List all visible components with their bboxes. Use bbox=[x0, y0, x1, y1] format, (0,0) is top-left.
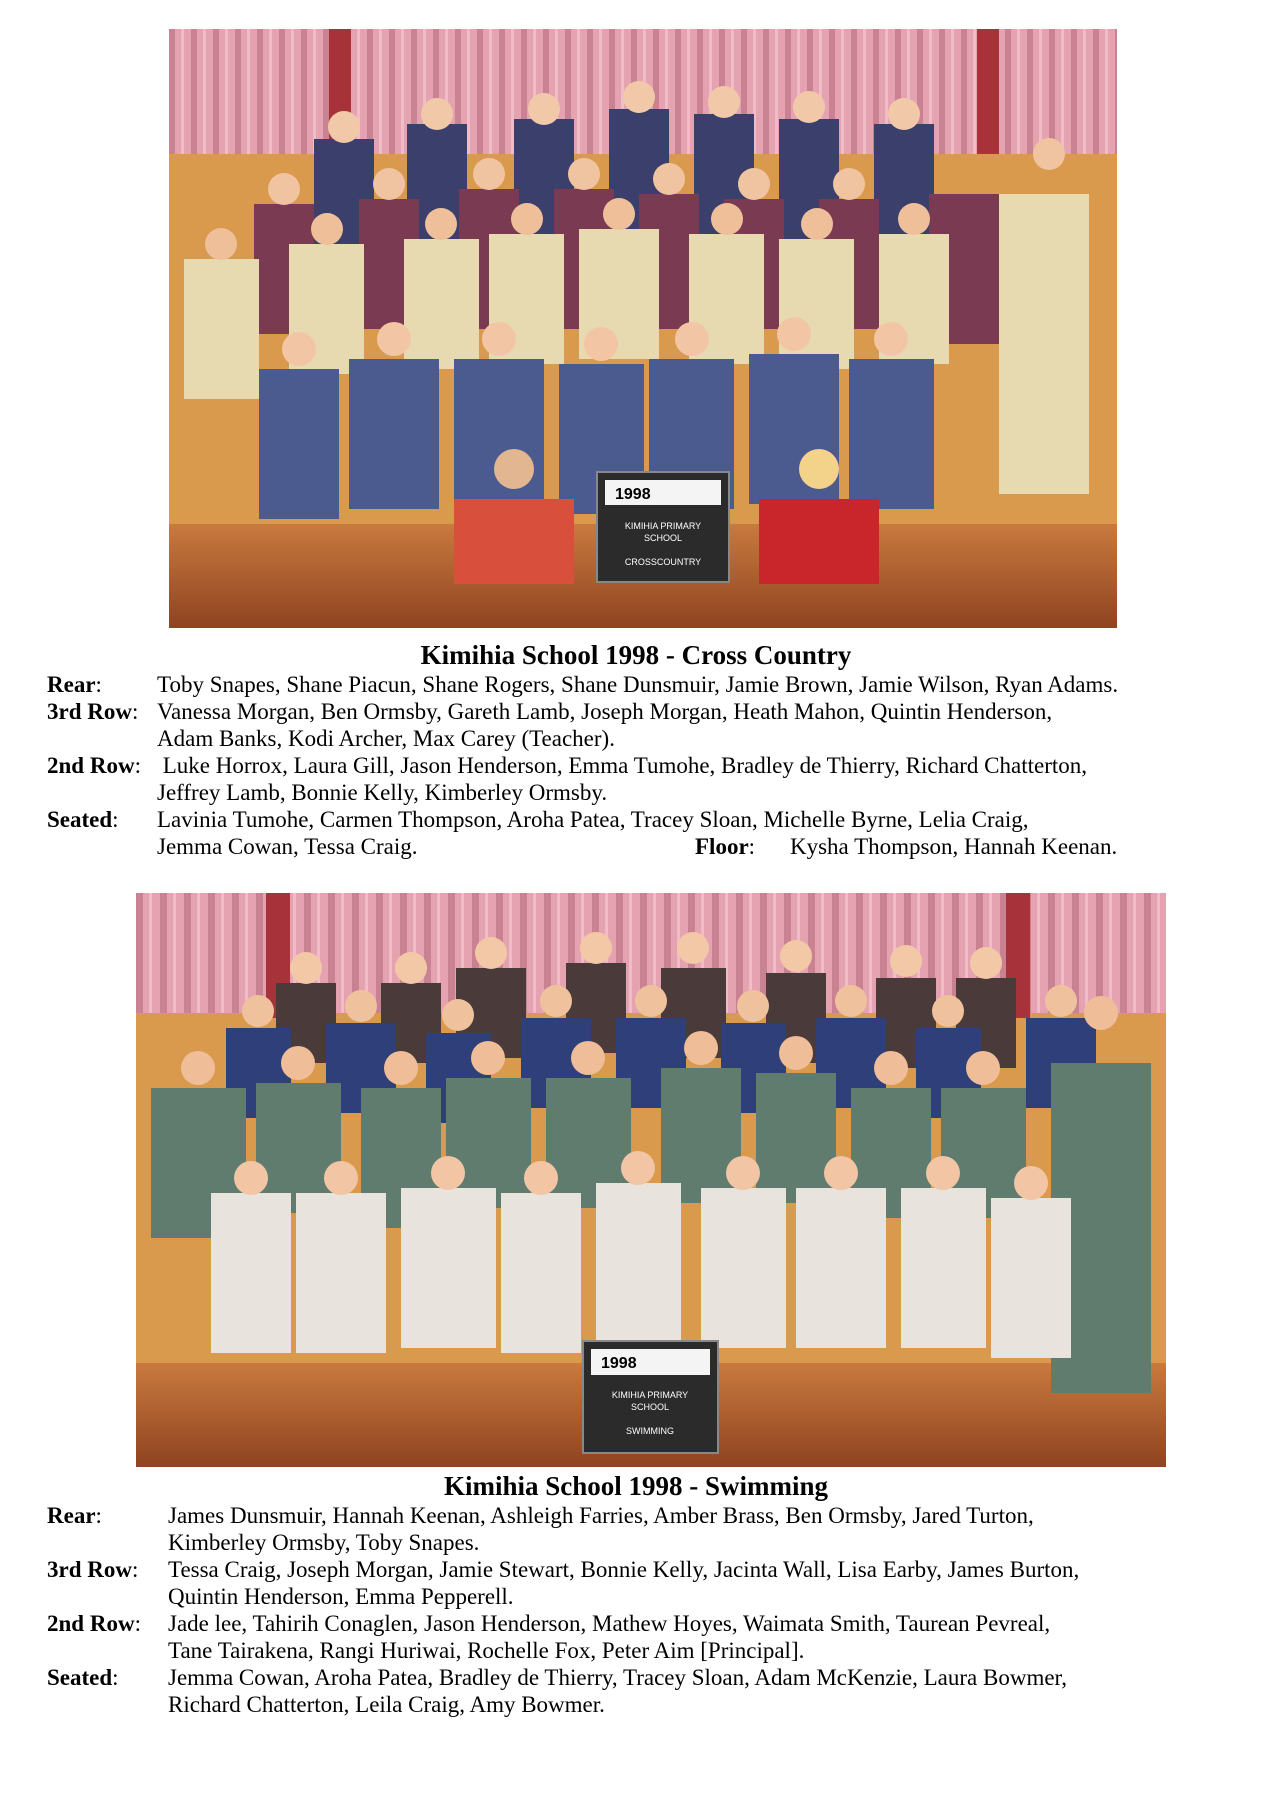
cross-country-title: Kimihia School 1998 - Cross Country bbox=[420, 640, 852, 670]
rear-names: Toby Snapes, Shane Piacun, Shane Rogers, Shane Dunsmuir, Jamie Brown, Jamie Wilson, Ryan Adams. bbox=[157, 672, 1119, 697]
second-row: 2nd Row: Jade lee, Tahirih Conaglen, Jason Henderson, Mathew Hoyes, Waimata Smith, Taurean Pevreal, Tane Tairakena, Rangi Huriwai, Rochelle Fox, Peter Aim [Principal]. bbox=[47, 1610, 1247, 1664]
sign-line-3: CROSSCOUNTRY bbox=[624, 557, 702, 567]
rear-label: Rear bbox=[47, 672, 96, 697]
sign-line-1: KIMIHIA PRIMARY bbox=[611, 1390, 689, 1400]
second-names-1: Luke Horrox, Laura Gill, Jason Henderson, Emma Tumohe, Bradley de Thierry, Richard Chatterton, bbox=[157, 753, 1088, 778]
sign-line-3: SWIMMING bbox=[626, 1426, 674, 1436]
second-label: 2nd Row bbox=[47, 753, 135, 778]
rear-names-1: James Dunsmuir, Hannah Keenan, Ashleigh Farries, Amber Brass, Ben Ormsby, Jared Turton, bbox=[168, 1503, 1034, 1528]
third-names-1: Tessa Craig, Joseph Morgan, Jamie Stewart, Bonnie Kelly, Jacinta Wall, Lisa Earby, James Burton, bbox=[168, 1557, 1080, 1582]
second-row: 2nd Row: Luke Horrox, Laura Gill, Jason Henderson, Emma Tumohe, Bradley de Thierry, Richard Chatterton, Jeffrey Lamb, Bonnie Kelly, Kimberley Ormsby. bbox=[47, 752, 1247, 806]
third-row: 3rd Row: Tessa Craig, Joseph Morgan, Jamie Stewart, Bonnie Kelly, Jacinta Wall, Lisa Earby, James Burton, Quintin Henderson, Emma Pepperell. bbox=[47, 1556, 1247, 1610]
floor-names: Kysha Thompson, Hannah Keenan. bbox=[790, 834, 1118, 859]
sign-year: 1998 bbox=[615, 486, 651, 503]
sign-line-2: SCHOOL bbox=[630, 1402, 670, 1412]
cross-country-caption bbox=[47, 671, 1247, 860]
third-names-1: Vanessa Morgan, Ben Ormsby, Gareth Lamb, Joseph Morgan, Heath Mahon, Quintin Henderson, bbox=[157, 699, 1053, 724]
seated-names-2: Richard Chatterton, Leila Craig, Amy Bowmer. bbox=[168, 1692, 605, 1717]
seated-names-2: Jemma Cowan, Tessa Craig. bbox=[157, 834, 418, 859]
sign-line-2: SCHOOL bbox=[643, 533, 683, 543]
rear-names-2: Kimberley Ormsby, Toby Snapes. bbox=[168, 1530, 480, 1555]
sign-line-1: KIMIHIA PRIMARY bbox=[624, 521, 702, 531]
third-row: 3rd Row: Vanessa Morgan, Ben Ormsby, Gareth Lamb, Joseph Morgan, Heath Mahon, Quintin Henderson, Adam Banks, Kodi Archer, Max Carey (Teacher). bbox=[47, 698, 1247, 752]
second-names-2: Tane Tairakena, Rangi Huriwai, Rochelle Fox, Peter Aim [Principal]. bbox=[168, 1638, 805, 1663]
seated-names-1: Jemma Cowan, Aroha Patea, Bradley de Thierry, Tracey Sloan, Adam McKenzie, Laura Bowmer, bbox=[168, 1665, 1068, 1690]
third-names-2: Quintin Henderson, Emma Pepperell. bbox=[168, 1584, 514, 1609]
third-label: 3rd Row bbox=[47, 699, 132, 724]
seated-row: Seated: Lavinia Tumohe, Carmen Thompson, Aroha Patea, Tracey Sloan, Michelle Byrne, Lelia Craig, Jemma Cowan, Tessa Craig. Floor: Kysha Thompson, Hannah Keenan. bbox=[47, 806, 1247, 860]
cross-country-class-photo bbox=[169, 29, 1117, 628]
swimming-caption bbox=[47, 1502, 1247, 1718]
floor-group: Floor: Kysha Thompson, Hannah Keenan. bbox=[695, 834, 1118, 859]
rear-row: Rear: James Dunsmuir, Hannah Keenan, Ashleigh Farries, Amber Brass, Ben Ormsby, Jared Turton, Kimberley Ormsby, Toby Snapes. bbox=[47, 1502, 1247, 1556]
seated-label: Seated bbox=[47, 807, 113, 832]
third-names-2: Adam Banks, Kodi Archer, Max Carey (Teacher). bbox=[157, 726, 615, 751]
swimming-title: Kimihia School 1998 - Swimming bbox=[443, 1471, 829, 1501]
third-label: 3rd Row bbox=[47, 1557, 132, 1582]
floor-label: Floor bbox=[695, 834, 749, 859]
seated-label: Seated bbox=[47, 1665, 113, 1690]
second-names-1: Jade lee, Tahirih Conaglen, Jason Henderson, Mathew Hoyes, Waimata Smith, Taurean Pevreal, bbox=[168, 1611, 1051, 1636]
second-label: 2nd Row bbox=[47, 1611, 135, 1636]
swimming-class-photo bbox=[136, 893, 1166, 1467]
seated-row: Seated: Jemma Cowan, Aroha Patea, Bradley de Thierry, Tracey Sloan, Adam McKenzie, Laura Bowmer, Richard Chatterton, Leila Craig, Amy Bowmer. bbox=[47, 1664, 1247, 1718]
seated-names-1: Lavinia Tumohe, Carmen Thompson, Aroha Patea, Tracey Sloan, Michelle Byrne, Lelia Craig, bbox=[157, 807, 1029, 832]
second-names-2: Jeffrey Lamb, Bonnie Kelly, Kimberley Ormsby. bbox=[157, 780, 608, 805]
sign-year: 1998 bbox=[601, 1355, 637, 1372]
rear-label: Rear bbox=[47, 1503, 96, 1528]
rear-row: Rear: Toby Snapes, Shane Piacun, Shane Rogers, Shane Dunsmuir, Jamie Brown, Jamie Wilson, Ryan Adams. bbox=[47, 671, 1247, 698]
